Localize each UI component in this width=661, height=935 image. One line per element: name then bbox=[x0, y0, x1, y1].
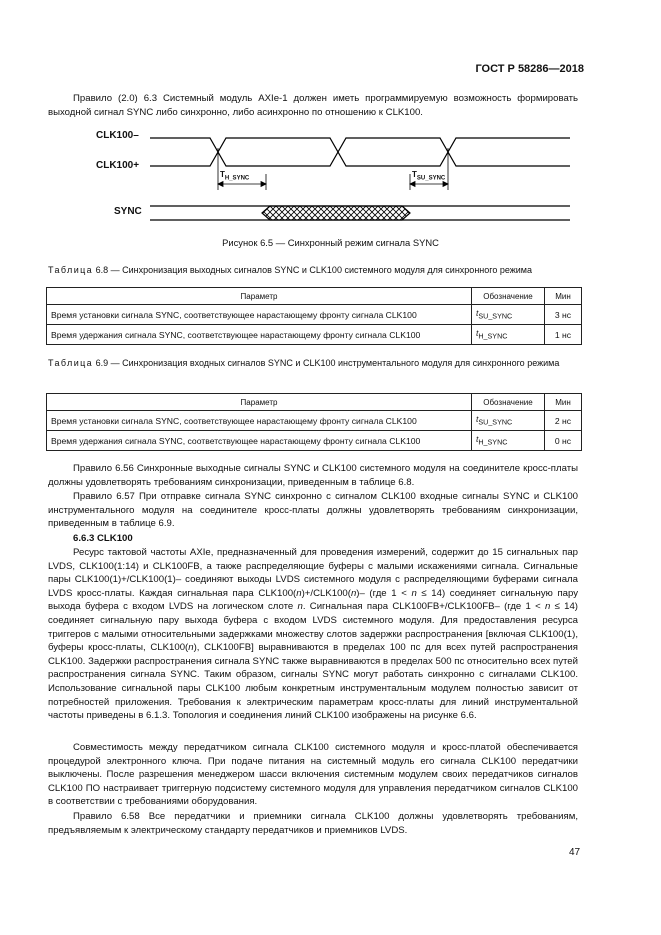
table-row: Время удержания сигнала SYNC, соответствующее нарастающему фронту сигнала CLK100 $t_{H\_SYNC}$ 1 нс bbox=[47, 325, 582, 345]
page-number: 47 bbox=[569, 847, 581, 858]
rule-6-56: Правило 6.56 Синхронные выходные сигналы SYNC и CLK100 системного модуля на соединителе кросс-платы должны удовлетворять требованиям синхронизации, приведенным в таблице 6.8. bbox=[48, 463, 578, 488]
table-row: Время установки сигнала SYNC, соответствующее нарастающему фронту сигнала CLK100 $t_{SU\_SYNC}$ 2 нс bbox=[47, 411, 582, 431]
table-header-row: Параметр Обозначение Мин bbox=[47, 288, 582, 305]
label-sync: SYNC bbox=[114, 206, 142, 217]
table-6-8 bbox=[46, 287, 582, 345]
table-row: Время удержания сигнала SYNC, соответствующее нарастающему фронту сигнала CLK100 $t_{H\_SYNC}$ 0 нс bbox=[47, 431, 582, 451]
timing-waveforms bbox=[90, 128, 570, 230]
table-header-row: Параметр Обозначение Мин bbox=[47, 394, 582, 411]
paragraph-clk100-resource: Ресурс тактовой частоты AXIe, предназначенный для проведения измерений, содержит до 15 сигнальных пар LVDS, CLK100(1:14) и CLK100FB, а также распределяющие буферы с малыми искажениями сигнала. Сигнальные пары CLK100(1)+/CLK100(1)– соединяют выходы LVDS системного модуля с распределяющими буферами сигнала LVDS кросс-платы. Каждая сигнальная пара CLK100(n)+/CLK100(n)– (где 1 < n ≤ 14) соединяет сигнальную пару выхода буфера с входом LVDS на логическом слоте n. Сигнальная пара CLK100FB+/CLK100FB– (где 1 < n ≤ 14) соединяет сигнальную пару выхода буфера с входом LVDS системного модуля. Для предоставления ресурса триггеров с малыми относительными задержками множеству слотов задержки распространения [включая CLK100(1), буферы кросс-платы, CLK100(n), CLK100FB] выравниваются в пределах 100 пс для всех путей распространения CLK100. Задержки распространения сигнала SYNC также выравниваются в пределах 500 пс относительно всех путей распространения сигнала SYNC. Таким образом, сигналы SYNC могут работать синхронно с сигналами CLK100. Использование сигнальной пары CLK100 любым конкретным инструментальным модулем полностью зависит от потребностей приложения. Требования к электрическим параметрам кросс-платы для линий инструментальной частоты приведены в 6.1.3. Топология и соединения линий CLK100 изображены на рисунке 6.6. bbox=[48, 547, 579, 722]
t-setup-label: $T_{SU\_SYNC}$ bbox=[412, 170, 446, 182]
rule-6-58: Правило 6.58 Все передатчики и приемники сигнала CLK100 должны удовлетворять требованиям, предъявляемым к электрическому стандарту передатчиков и приемников LVDS. bbox=[48, 811, 578, 836]
timing-markers bbox=[218, 148, 448, 190]
label-clk100-minus: CLK100– bbox=[96, 130, 139, 141]
rule-6-3: Правило (2.0) 6.3 Системный модуль AXIe-1 должен иметь программируемую возможность формировать выходной сигнал SYNC либо синхронно, либо асинхронно по отношению к CLK100. bbox=[48, 93, 578, 118]
table-row: Время установки сигнала SYNC, соответствующее нарастающему фронту сигнала CLK100 $t_{SU\_SYNC}$ 3 нс bbox=[47, 305, 582, 325]
sync-waveform bbox=[150, 206, 570, 220]
table-6-8-title: Таблица 6.8 — Синхронизация выходных сигналов SYNC и CLK100 системного модуля для синхронного режима bbox=[48, 265, 532, 275]
timing-diagram bbox=[90, 128, 570, 230]
t-hold-label: $T_{H\_SYNC}$ bbox=[220, 170, 250, 182]
table-6-9-title: Таблица 6.9 — Синхронизация входных сигналов SYNC и CLK100 инструментального модуля для синхронного режима bbox=[48, 358, 560, 368]
standard-header: ГОСТ Р 58286—2018 bbox=[475, 63, 584, 75]
label-clk100-plus: CLK100+ bbox=[96, 160, 140, 171]
figure-caption: Рисунок 6.5 — Синхронный режим сигнала SYNC bbox=[222, 237, 439, 248]
rule-6-57: Правило 6.57 При отправке сигнала SYNC синхронно с сигналом CLK100 входные сигналы SYNC и CLK100 инструментального модуля на соединителе кросс-платы должны удовлетворять требованиям синхронизации, приведенным в таблице 6.9. bbox=[48, 491, 578, 530]
clk100-waveform bbox=[150, 138, 570, 166]
section-title: 6.6.3 CLK100 bbox=[73, 533, 133, 544]
table-6-9 bbox=[46, 393, 582, 451]
paragraph-compatibility: Совместимость между передатчиком сигнала CLK100 системного модуля и кросс-платой обеспечивается процедурой электронного ключа. При подаче питания на системный модуль его сигнала CLK100 передатчики выключены. После разрешения менеджером шасси включения системным модулем своих передатчиков сигналов CLK100 ПО настраивает триггерную подсистему системного модуля для управления передатчиком сигналов CLK100 в соответствии с требованиями оборудования. bbox=[48, 742, 578, 808]
